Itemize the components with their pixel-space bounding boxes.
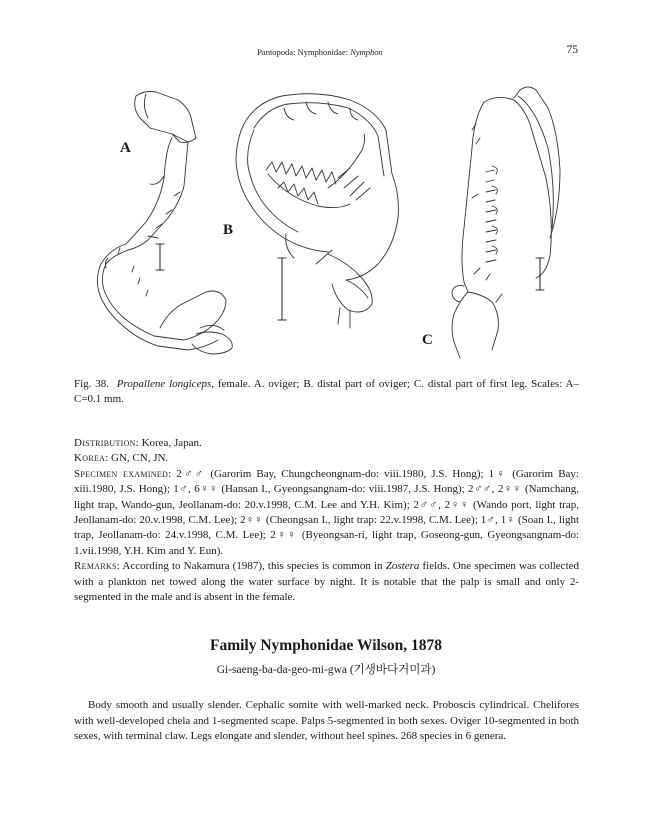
remarks-text-before: : According to Nakamura (1987), this species is common in	[116, 560, 386, 573]
korea-label: Korea	[74, 452, 106, 465]
specimen-text: : 2♂♂ (Garorim Bay, Chungcheongnam-do: viii.1980, J.S. Hong); 1♀ (Garorim Bay: xiii.1980, J.S. Hong); 1♂, 6♀♀ (Hansan I., Gyeongsangnam-do: viii.1987, J.S. Hong); 2♂♂, 2♀♀ (Namchang, light trap, Wando-gun, Jeollanam-do: 20.v.1998, C.M. Lee and Y.H. Kim); 2♂♂, 2♀♀ (Wando port, light trap, Jeollanam-do: 20.v.1998, C.M. Lee); 2♀♀ (Cheongsan I., light trap: 22.v.1998, C.M. Lee); 1♂, 1♀ (Soan I., light trap, Jeollanam-do: 24.v.1998, C.M. Lee); 2♀♀ (Byeongsan-ri, light trap, Goseong-gun, Gyeongsangnam-do: 1.vii.1998, Y.H. Kim and Y. Eun).	[74, 467, 579, 557]
caption-species: Propallene longiceps	[116, 378, 212, 390]
scale-bar-b	[278, 258, 286, 320]
family-subtitle: Gi-saeng-ba-da-geo-mi-gwa (기생바다거미과)	[216, 664, 436, 676]
distribution-text: : Korea, Japan.	[135, 437, 202, 449]
korea-text: : GN, CN, JN.	[105, 452, 169, 465]
specimen-paragraph	[74, 467, 579, 559]
running-head-text: Pantopoda: Nymphonidae:	[257, 47, 351, 57]
species-account	[74, 436, 579, 605]
figure-number: Fig. 38.	[74, 378, 110, 390]
figure-plate	[88, 78, 578, 360]
family-diagnosis: Body smooth and usually slender. Cephalic somite with well-marked neck. Proboscis cylindrical. Chelifores with well-developed chela and 1-segmented scape. Palps 5-segmented in both sexes. Oviger 10-segmented in both sexes, with terminal claw. Legs elongate and slender, without heel spines. 268 species in 6 genera.	[74, 699, 579, 742]
running-head	[0, 47, 640, 57]
distribution-label: Distribution	[74, 437, 136, 449]
figure-label-a: A	[120, 140, 131, 156]
figure-label-b: B	[223, 222, 234, 238]
page-number: 75	[566, 44, 578, 56]
korea-paragraph	[74, 451, 579, 466]
figure-label-c: C	[422, 332, 433, 348]
scale-bar-a	[156, 244, 164, 270]
remarks-paragraph	[74, 559, 579, 605]
specimen-label: Specimen examined	[74, 467, 169, 480]
oviger-drawing-a	[97, 92, 232, 355]
family-title: Family Nymphonidae Wilson, 1878	[210, 637, 442, 654]
figure-drawing	[88, 78, 578, 360]
distribution-paragraph	[74, 436, 579, 451]
remarks-label: Remarks	[74, 560, 117, 573]
remarks-text-after: fields. One specimen was collected with a plankton net towed along the water surface by night. It is notable that the palp is small and only 2-segmented in the male and is absent in the female.	[74, 560, 580, 604]
leg-drawing-c	[452, 87, 560, 358]
scale-bar-c	[536, 258, 544, 290]
family-heading	[0, 637, 652, 677]
oviger-drawing-b	[236, 94, 398, 328]
page-header	[0, 44, 652, 60]
running-head-genus: Nymphon	[350, 47, 383, 57]
figure-caption	[74, 377, 579, 407]
remarks-italic: Zostera	[385, 560, 420, 573]
caption-text: , female. A. oviger; B. distal part of oviger; C. distal part of first leg. Scales: A–C=0.1 mm.	[74, 378, 579, 405]
